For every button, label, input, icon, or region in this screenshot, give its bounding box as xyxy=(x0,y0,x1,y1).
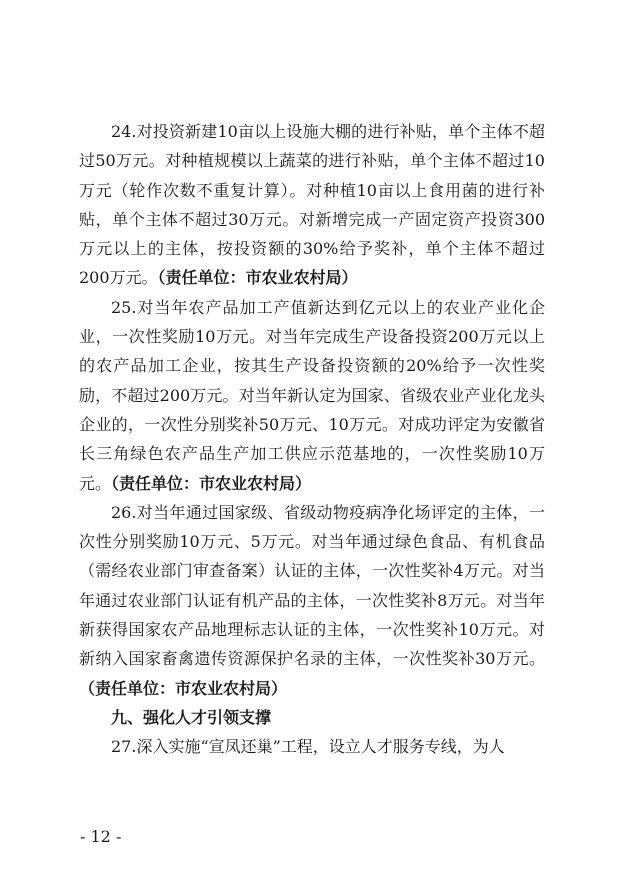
paragraph-24 xyxy=(79,117,545,293)
paragraph-24-body: 24.对投资新建10亩以上设施大棚的进行补贴，单个主体不超过50万元。对种植规模以上蔬菜的进行补贴，单个主体不超过10万元（轮作次数不重复计算）。对种植10亩以上食用菌的进行补贴，单个主体不超过30万元。对新增完成一产固定资产投资300万元以上的主体，按投资额的30%给予奖补，单个主体不超过200万元。 xyxy=(79,122,545,288)
document-body xyxy=(79,117,545,762)
paragraph-26-body: 26.对当年通过国家级、省级动物疫病净化场评定的主体，一次性分别奖励10万元、5万元。对当年通过绿色食品、有机食品（需经农业部门审查备案）认证的主体，一次性奖补4万元。对当年通过农业部门认证有机产品的主体，一次性奖补8万元。对当年新获得国家农产品地理标志认证的主体，一次性奖补10万元。对新纳入国家畜禽遗传资源保护名录的主体，一次性奖补30万元。 xyxy=(79,502,545,669)
page-number: - 12 - xyxy=(80,827,122,846)
paragraph-27: 27.深入实施“宣凤还巢”工程，设立人才服务专线，为人 xyxy=(111,737,505,757)
paragraph-24-responsibility: （责任单位：市农业农村局） xyxy=(157,268,358,288)
paragraph-25-body: 25.对当年农产品加工产值新达到亿元以上的农业产业化企业，一次性奖励10万元。对当年完成生产设备投资200万元以上的农产品加工企业，按其生产设备投资额的20%给予一次性奖励，不超过200万元。对当年新认定为国家、省级农业产业化龙头企业的，一次性分别奖补50万元、10万元。对成功评定为安徽省长三角绿色农产品生产加工供应示范基地的，一次性奖励10万元。 xyxy=(79,297,545,493)
paragraph-26-responsibility: （责任单位：市农业农村局） xyxy=(79,678,288,698)
paragraph-25-responsibility: （责任单位：市农业农村局） xyxy=(111,473,312,493)
section-heading: 九、强化人才引领支撑 xyxy=(111,707,272,727)
paragraph-25 xyxy=(79,293,545,498)
paragraph-26 xyxy=(79,498,545,703)
